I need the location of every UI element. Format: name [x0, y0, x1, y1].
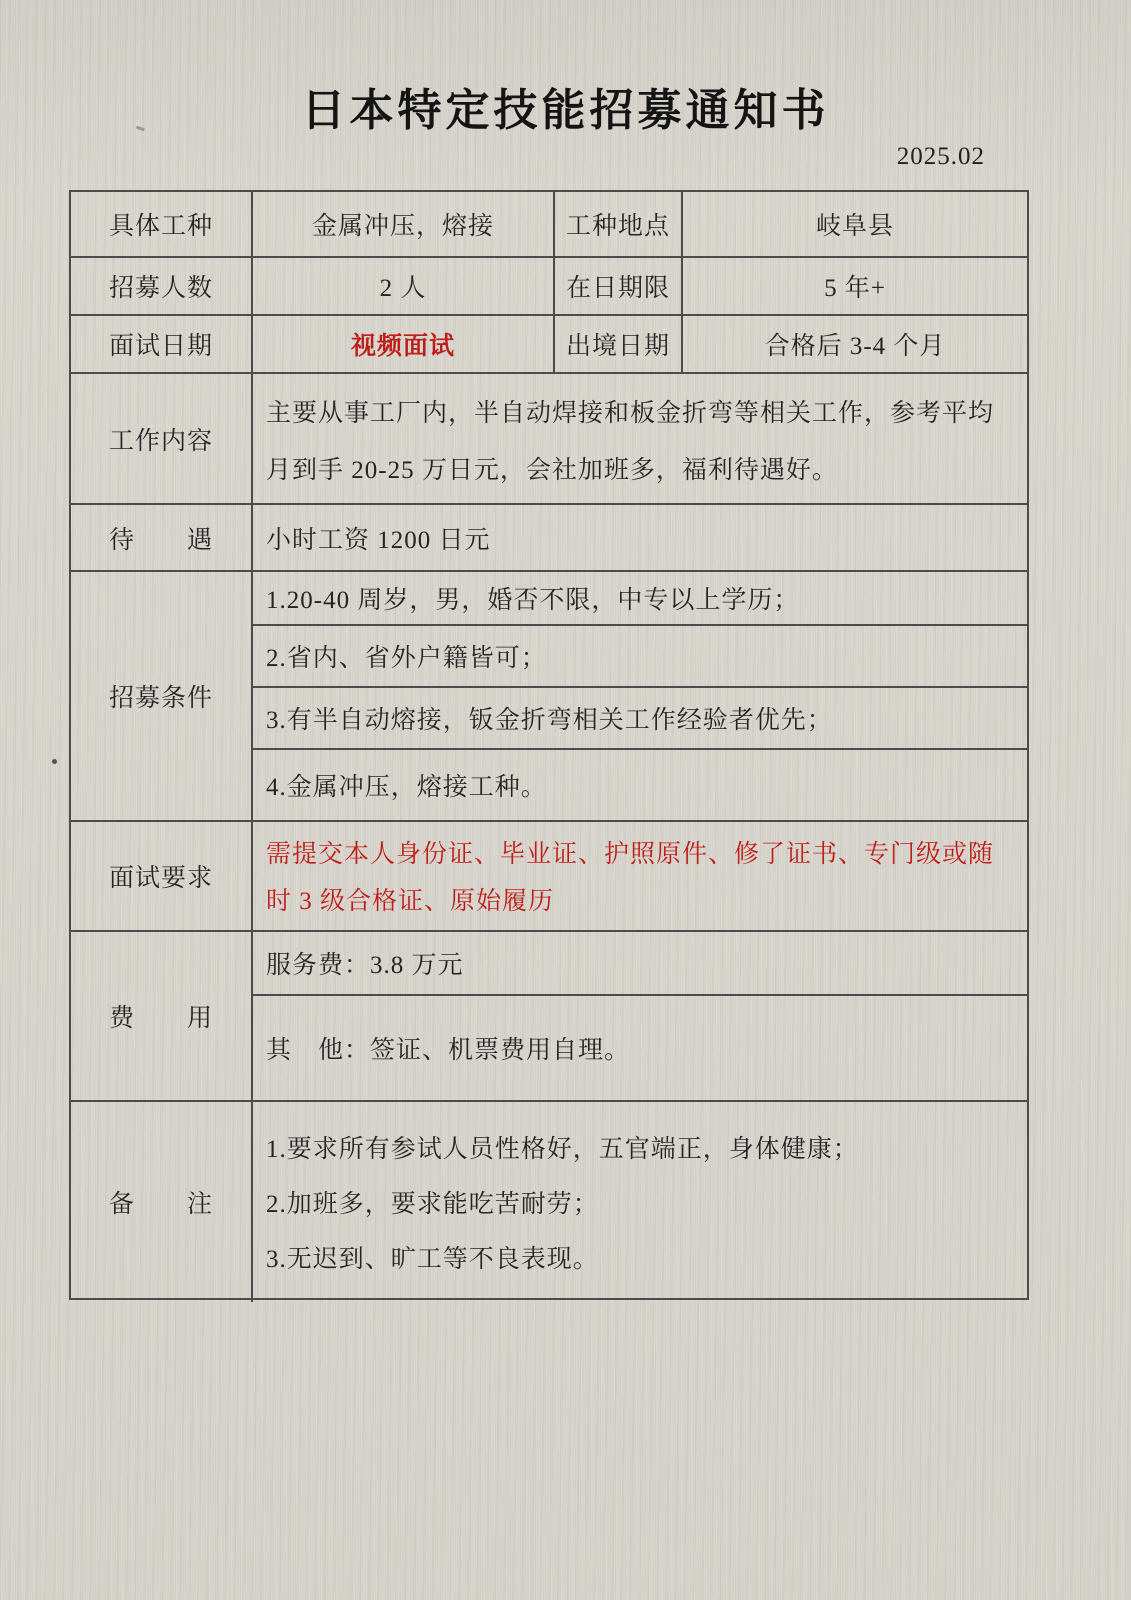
remark-item: 3.无迟到、旷工等不良表现。 [266, 1246, 599, 1273]
table-row [71, 374, 1027, 505]
condition-item: 4.金属冲压，熔接工种。 [253, 748, 1027, 820]
remark-item: 1.要求所有参试人员性格好，五官端正，身体健康； [266, 1136, 859, 1163]
recruitment-table [69, 190, 1029, 1300]
stay-period-value-cell: 5 年+ [681, 258, 1027, 314]
table-row [71, 822, 1027, 932]
job-type-value-cell: 金属冲压，熔接 [251, 192, 553, 256]
table-row [71, 192, 1027, 258]
stay-period-label-cell: 在日期限 [553, 258, 681, 314]
remark-item: 2.加班多，要求能吃苦耐劳； [266, 1191, 599, 1218]
table-row [71, 1102, 1027, 1302]
table-row [71, 572, 1027, 822]
treatment-value-cell [251, 505, 1027, 570]
interview-date-label-cell: 面试日期 [108, 333, 213, 360]
treatment-text: 小时工资 1200 日元 [266, 526, 491, 554]
work-content-label-cell: 工作内容 [108, 427, 213, 455]
job-location-value-cell: 岐阜县 [681, 192, 1027, 256]
table-row [71, 258, 1027, 316]
date-stamp: 2025.02 [896, 143, 985, 170]
fee-item-service: 服务费：3.8 万元 [266, 952, 464, 979]
work-content-value-cell [251, 374, 1027, 503]
fees-value-cell [251, 932, 1027, 1100]
fee-item-other: 其 他：签证、机票费用自理。 [253, 994, 1027, 1100]
remarks-label-cell: 备 注 [108, 1191, 213, 1218]
table-row [71, 316, 1027, 374]
interview-requirements-text: 需提交本人身份证、毕业证、护照原件、修了证书、专门级或随时 3 级合格证、原始履历 [266, 841, 995, 915]
condition-item: 2.省内、省外户籍皆可； [253, 624, 1027, 686]
interview-requirements-label-cell: 面试要求 [108, 865, 213, 892]
page-title: 日本特定技能招募通知书 [301, 86, 830, 135]
treatment-label-cell: 待 遇 [108, 526, 213, 554]
job-location-label-cell: 工种地点 [553, 192, 681, 256]
condition-item: 1.20-40 周岁，男，婚否不限，中专以上学历； [266, 587, 800, 614]
fees-label-cell: 费 用 [108, 1005, 213, 1032]
headcount-label-cell: 招募人数 [108, 275, 213, 302]
departure-date-label-cell: 出境日期 [553, 316, 681, 372]
remarks-value-cell [251, 1102, 1027, 1302]
paper-speck [52, 759, 57, 764]
conditions-label-cell: 招募条件 [108, 685, 213, 712]
job-type-label-cell: 具体工种 [108, 213, 213, 240]
conditions-value-cell [251, 572, 1027, 820]
table-row [71, 932, 1027, 1102]
departure-date-value-cell: 合格后 3-4 个月 [681, 316, 1027, 372]
condition-item: 3.有半自动熔接，钣金折弯相关工作经验者优先； [253, 686, 1027, 748]
work-content-text: 主要从事工厂内，半自动焊接和板金折弯等相关工作，参考平均月到手 20-25 万日元，会社加班多，福利待遇好。 [266, 399, 995, 484]
interview-requirements-value-cell [251, 822, 1027, 930]
interview-mode-value-cell: 视频面试 [251, 316, 553, 372]
table-row [71, 505, 1027, 572]
headcount-value-cell: 2 人 [251, 258, 553, 314]
